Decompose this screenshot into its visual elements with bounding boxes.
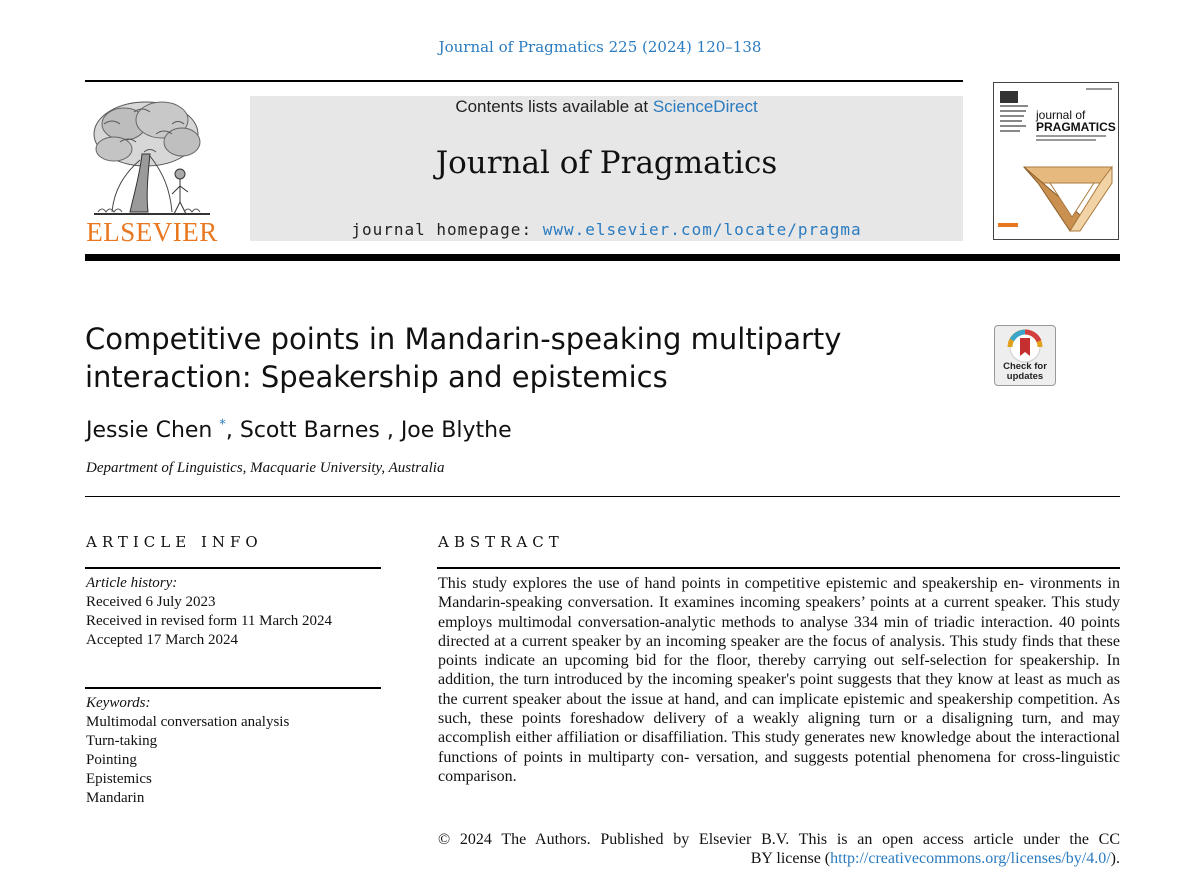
journal-homepage-link[interactable]: www.elsevier.com/locate/pragma — [542, 220, 862, 239]
author-name[interactable]: Scott Barnes — [239, 418, 380, 443]
section-divider — [85, 496, 1120, 497]
article-title — [85, 320, 945, 396]
keyword-item: Mandarin — [86, 790, 145, 806]
article-info-heading: ARTICLE INFO — [86, 533, 263, 551]
copyright-line2-prefix: BY license ( — [750, 850, 831, 868]
author-list: Jessie Chen *, Scott Barnes , Joe Blythe — [86, 417, 512, 443]
abstract-body: This study explores the use of hand points in competitive epistemic and speakership en- vironments in Mandarin-speaking conversation. It examines incoming speakers’ points at a current speaker. This study employs multimodal conversation-analytic methods to analyse 334 min of triadic interaction. 40 points directed at a current speaker by an incoming speaker are the focus of analysis. This study finds that these points indicate an upcoming bid for the floor, thereby carrying out self-selection for speakership. In addition, the turn introduced by the incoming speaker's point suggests that they know at least as much as the current speaker about the issue at hand, and can implicate epistemic and speakership competition. As such, these points foreshadow delivery of a weakly aligning turn or a disaligning turn, and may accomplish either affiliation or disaffiliation. This study generates new knowledge about the interactional functions of points in multiparty con- versation, and suggests potential phenomena for cross-linguistic comparison. — [438, 575, 1120, 785]
article-title-line2: interaction: Speakership and epistemics — [85, 360, 668, 394]
cover-title — [1036, 109, 1118, 133]
abstract-heading: ABSTRACT — [438, 533, 564, 551]
journal-citation[interactable]: Journal of Pragmatics 225 (2024) 120–138 — [438, 38, 762, 56]
cover-title-line2: PRAGMATICS — [1036, 120, 1116, 134]
elsevier-wordmark: ELSEVIER — [86, 217, 218, 247]
check-updates-line1: Check for — [1003, 361, 1047, 372]
keywords-label: Keywords: — [86, 695, 151, 711]
article-info-rule — [85, 567, 381, 569]
sciencedirect-link[interactable]: ScienceDirect — [652, 97, 758, 116]
crossmark-icon — [995, 326, 1055, 366]
journal-name: Journal of Pragmatics — [435, 145, 778, 181]
history-label: Article history: — [86, 575, 178, 591]
check-for-updates-label[interactable] — [994, 362, 1056, 382]
keyword-item: Epistemics — [86, 771, 152, 787]
author-name[interactable]: Jessie Chen — [86, 418, 213, 443]
journal-cover-thumbnail — [993, 82, 1119, 240]
homepage-prefix: journal homepage: — [351, 220, 543, 239]
copyright-line2-suffix: ). — [1110, 850, 1120, 868]
contents-prefix: Contents lists available at — [455, 97, 653, 116]
copyright-line1: © 2024 The Authors. Published by Elsevier B.V. This is an open access article under the CC — [438, 831, 1120, 848]
check-updates-line2: updates — [1006, 371, 1044, 382]
cover-title-line1: journal of — [1036, 108, 1086, 122]
header-thick-rule — [85, 254, 1120, 261]
author-affiliation: Department of Linguistics, Macquarie University, Australia — [86, 460, 445, 476]
cc-license-link[interactable]: http://creativecommons.org/licenses/by/4.0/ — [830, 850, 1111, 868]
corresponding-author-mark[interactable]: * — [219, 417, 226, 433]
copyright-notice — [438, 830, 1120, 869]
keyword-item: Pointing — [86, 752, 137, 768]
author-name[interactable]: Joe Blythe — [400, 418, 512, 443]
contents-lists-line — [250, 97, 963, 117]
history-item: Received in revised form 11 March 2024 — [86, 613, 333, 629]
keyword-item: Turn-taking — [86, 733, 158, 749]
abstract-rule — [437, 567, 1120, 569]
history-item: Received 6 July 2023 — [86, 594, 216, 610]
keywords-rule — [85, 687, 381, 689]
top-rule — [85, 80, 963, 82]
journal-homepage-line — [250, 220, 963, 239]
history-item: Accepted 17 March 2024 — [86, 632, 239, 648]
article-history — [86, 574, 332, 650]
article-title-line1: Competitive points in Mandarin-speaking multiparty — [85, 322, 842, 356]
cover-art-icon — [994, 83, 1118, 239]
keyword-item: Multimodal conversation analysis — [86, 714, 290, 730]
keywords-list — [86, 694, 289, 808]
